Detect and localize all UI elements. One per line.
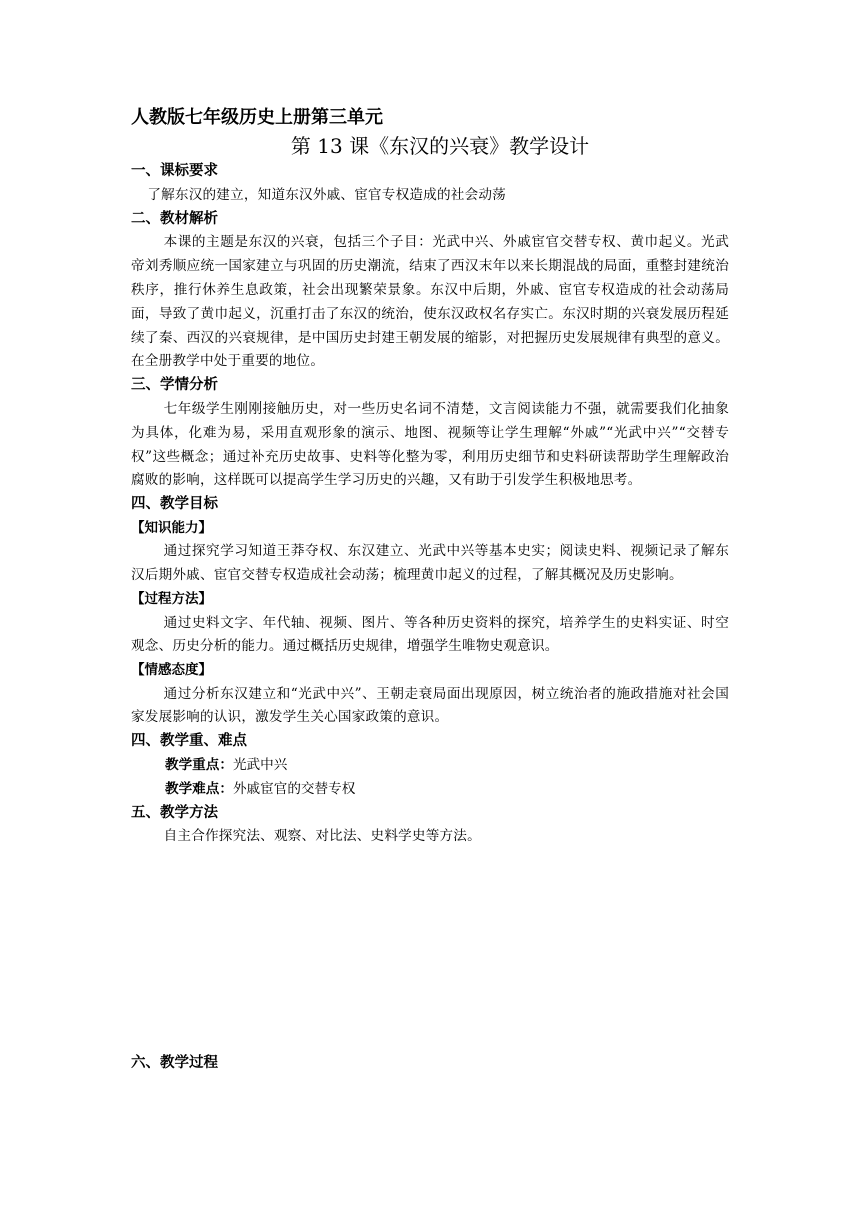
methods-text: 自主合作探究法、观察、对比法、史料学史等方法。 (163, 828, 481, 845)
difficulty-row (131, 778, 729, 802)
objective-emotion-text: 通过分析东汉建立和“光武中兴”、王朝走衰局面出现原因，树立统治者的施政措施对社会国家发展影响的认识，激发学生关心国家政策的意识。 (131, 685, 729, 726)
difficulty-value: 外戚宦官的交替专权 (232, 780, 356, 797)
unit-title: 人教版七年级历史上册第三单元 (131, 107, 383, 128)
document-body (131, 104, 729, 849)
lesson-title: 第 13 课《东汉的兴衰》教学设计 (290, 134, 590, 158)
key-point-value: 光武中兴 (232, 757, 288, 774)
objective-process-label: 【过程方法】 (131, 591, 212, 608)
textbook-analysis-text: 本课的主题是东汉的兴衰，包括三个子目：光武中兴、外戚宦官交替专权、黄巾起义。光武帝刘秀顺应统一国家建立与巩固的历史潮流，结束了西汉末年以来长期混战的局面，重整封建统治秩序，推行休养生息政策，社会出现繁荣景象。东汉中后期，外戚、宦官专权造成的社会动荡局面，导致了黄巾起义，沉重打击了东汉的统治，使东汉政权名存实亡。东汉时期的兴衰发展历程延续了秦、西汉的兴衰规律，是中国历史封建王朝发展的缩影，对把握历史发展规律有典型的意义。在全册教学中处于重要的地位。 (131, 234, 729, 370)
key-point-label: 教学重点： (165, 757, 233, 774)
objective-knowledge-text: 通过探究学习知道王莽夺权、东汉建立、光武中兴等基本史实；阅读史料、视频记录了解东汉后期外戚、宦官交替专权造成社会动荡；梳理黄巾起义的过程，了解其概况及历史影响。 (131, 543, 729, 584)
section-heading-textbook: 二、教材解析 (131, 210, 218, 227)
objective-emotion-label: 【情感态度】 (131, 662, 212, 679)
objective-knowledge-label: 【知识能力】 (131, 519, 212, 536)
section-heading-process: 六、教学过程 (131, 1055, 218, 1071)
section-heading-objectives: 四、教学目标 (131, 496, 218, 513)
key-point-row (131, 754, 729, 778)
difficulty-label: 教学难点： (165, 780, 233, 797)
student-analysis-text: 七年级学生刚刚接触历史，对一些历史名词不清楚，文言阅读能力不强，就需要我们化抽象为具体，化难为易，采用直观形象的演示、地图、视频等让学生理解“外戚”“光武中兴”“交替专权”这些概念；通过补充历史故事、史料等化整为零，利用历史细节和史料研读帮助学生理解政治腐败的影响，这样既可以提高学生学习历史的兴趣，又有助于引发学生积极地思考。 (131, 400, 729, 489)
curriculum-text: 了解东汉的建立，知道东汉外戚、宦官专权造成的社会动荡 (147, 186, 506, 203)
section-heading-key-points: 四、教学重、难点 (131, 733, 247, 750)
section-heading-students: 三、学情分析 (131, 377, 218, 394)
section-heading-methods: 五、教学方法 (131, 804, 218, 821)
section-heading-curriculum: 一、课标要求 (131, 163, 218, 179)
objective-process-text: 通过史料文字、年代轴、视频、图片、等各种历史资料的探究，培养学生的史料实证、时空观念、历史分析的能力。通过概括历史规律，增强学生唯物史观意识。 (131, 614, 729, 655)
